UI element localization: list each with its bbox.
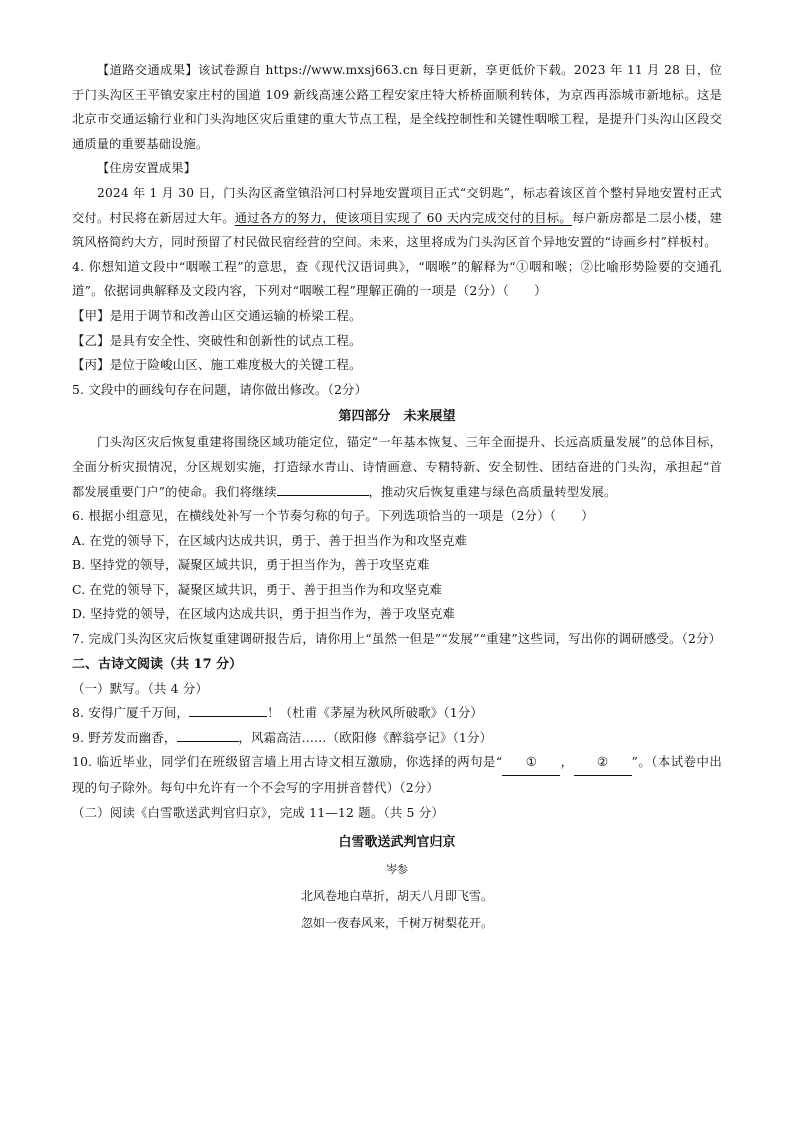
question-4-option-b: 【乙】是具有安全性、突破性和创新性的试点工程。 (72, 332, 362, 348)
section-2-title: 二、古诗文阅读（共 17 分） (72, 656, 243, 672)
question-9-blank[interactable] (177, 741, 239, 742)
poem-line-2: 忽如一夜春风来，千树万树梨花开。 (300, 916, 493, 931)
question-9-text-after: ，风霜高洁……（欧阳修《醉翁亭记》（1分） (238, 729, 493, 745)
future-text-before: 门头沟区灾后恢复重建将围绕区域功能定位，锚定“一年基本恢复、三年全面提升、长远高质量发展”的总体目标，全面分析灾损情况，分区规划实施，打造绿水青山、诗情画意、专精特新、安全韧性、团结奋进的门头沟，承担起“首都发展重要门户”的使命。我们将继续 (72, 435, 722, 499)
subsection-1-title: （一）默写。（共 4 分） (72, 680, 209, 696)
question-6-option-b: B. 坚持党的领导，凝聚区域共识，勇于担当作为，善于攻坚克难 (72, 557, 430, 573)
subsection-2-title: （二）阅读《白雪歌送武判官归京》，完成 11—12 题。（共 5 分） (72, 804, 444, 820)
housing-label: 【住房安置成果】 (97, 161, 197, 176)
question-4-option-c: 【丙】是位于险峻山区、施工难度极大的关键工程。 (72, 357, 362, 373)
question-10-blank-2[interactable]: ② (574, 750, 632, 776)
question-7: 7. 完成门头沟区灾后恢复重建调研报告后，请你用上“虽然一但是”“发展”“重建”这些词，写出你的调研感受。（2分） (72, 631, 722, 647)
road-traffic-text: 2023 年 11 月 28 日，位于门头沟区王平镇安家庄村的国道 109 新线高速公路工程安家庄特大桥桥面顺利转体，为京西再添城市新地标。这是北京市交通运输行业和门头沟地区灾后重建的重大节点工程，是全线控制性和关键性咽喉工程，是提升门头沟山区段交通质量的重要基础设施。 (72, 63, 722, 151)
question-8 (72, 701, 722, 726)
poem-author: 岑参 (386, 863, 408, 877)
future-answer-blank[interactable] (277, 495, 369, 496)
question-8-text-after: ！（杜甫《茅屋为秋风所破歌》（1分） (267, 705, 484, 721)
question-8-blank[interactable] (189, 716, 267, 717)
question-4-stem: 4. 你想知道文段中“咽喉工程”的意思，查《现代汉语词典》，“咽喉”的解释为“①咽和喉；②比喻形势险要的交通孔道”。依据词典解释及文段内容，下列对“咽喉工程”理解正确的一项是（2分）（ ） (72, 258, 722, 299)
road-traffic-paragraph (72, 58, 722, 156)
housing-paragraph (72, 181, 722, 255)
question-6-stem: 6. 根据小组意见，在横线处补写一个节奏匀称的句子。下列选项恰当的一项是（2分）（ ） (72, 508, 594, 524)
housing-text-before: 2024 年 1 月 30 日，门头沟区斋堂镇沿河口村异地安置项目正式“交钥匙”，标志着该区首个整村异地安置村正式交付。村民将在新居过大年。 (72, 185, 722, 225)
housing-text-after: 每户新房都是二层小楼，建筑风格简约大方，同时预留了村民做民宿经营的空间。未来，这里将成为门头沟区首个异地安置的“诗画乡村”样板村。 (72, 210, 722, 250)
future-text-after: ，推动灾后恢复重建与绿色高质量转型发展。 (368, 484, 617, 499)
question-4-option-a: 【甲】是用于调节和改善山区交通运输的桥梁工程。 (72, 307, 362, 323)
question-10: 10. 临近毕业，同学们在班级留言墙上用古诗文相互激励，你选择的两句是“ ① ， ② ”。（本试卷中出现的句子除外。每句中允许有一个不会写的字用拼音替代）（2分） (72, 750, 722, 800)
future-paragraph (72, 430, 722, 504)
poem-line-1: 北风卷地白草折，胡天八月即飞雪。 (300, 889, 493, 904)
question-10-text-before: 10. 临近毕业，同学们在班级留言墙上用古诗文相互激励，你选择的两句是“ (72, 754, 503, 770)
question-6-option-c: C. 在党的领导下，凝聚区域共识，勇于、善于担当作为和攻坚克难 (72, 581, 443, 597)
poem-title: 白雪歌送武判官归京 (338, 835, 456, 851)
watermark-text: 该试卷源自 https://www.mxsj663.cn 每日更新，享更低价下载。 (198, 63, 574, 77)
underlined-sentence: 通过各方的努力，使该项目实现了 60 天内完成交付的目标。 (234, 210, 572, 225)
road-traffic-label: 【道路交通成果】 (97, 63, 199, 77)
question-10-text-after: ”。（本试卷中出现的句子除外。每句中允许有一个不会写的字用拼音替代）（2分） (72, 754, 723, 796)
part-4-title: 第四部分 未来展望 (338, 409, 456, 425)
question-6-option-a: A. 在党的领导下，在区域内达成共识，勇于、善于担当作为和攻坚克难 (72, 532, 468, 548)
question-9-text-before: 9. 野芳发而幽香， (72, 729, 177, 745)
question-5: 5. 文段中的画线句存在问题，请你做出修改。（2分） (72, 381, 368, 397)
question-8-text-before: 8. 安得广厦千万间， (72, 705, 190, 721)
question-9 (72, 726, 722, 751)
question-10-blank-1[interactable]: ① (502, 750, 560, 776)
question-6-option-d: D. 坚持党的领导，在区域内达成共识，勇于担当作为，善于攻坚克难 (72, 606, 456, 622)
